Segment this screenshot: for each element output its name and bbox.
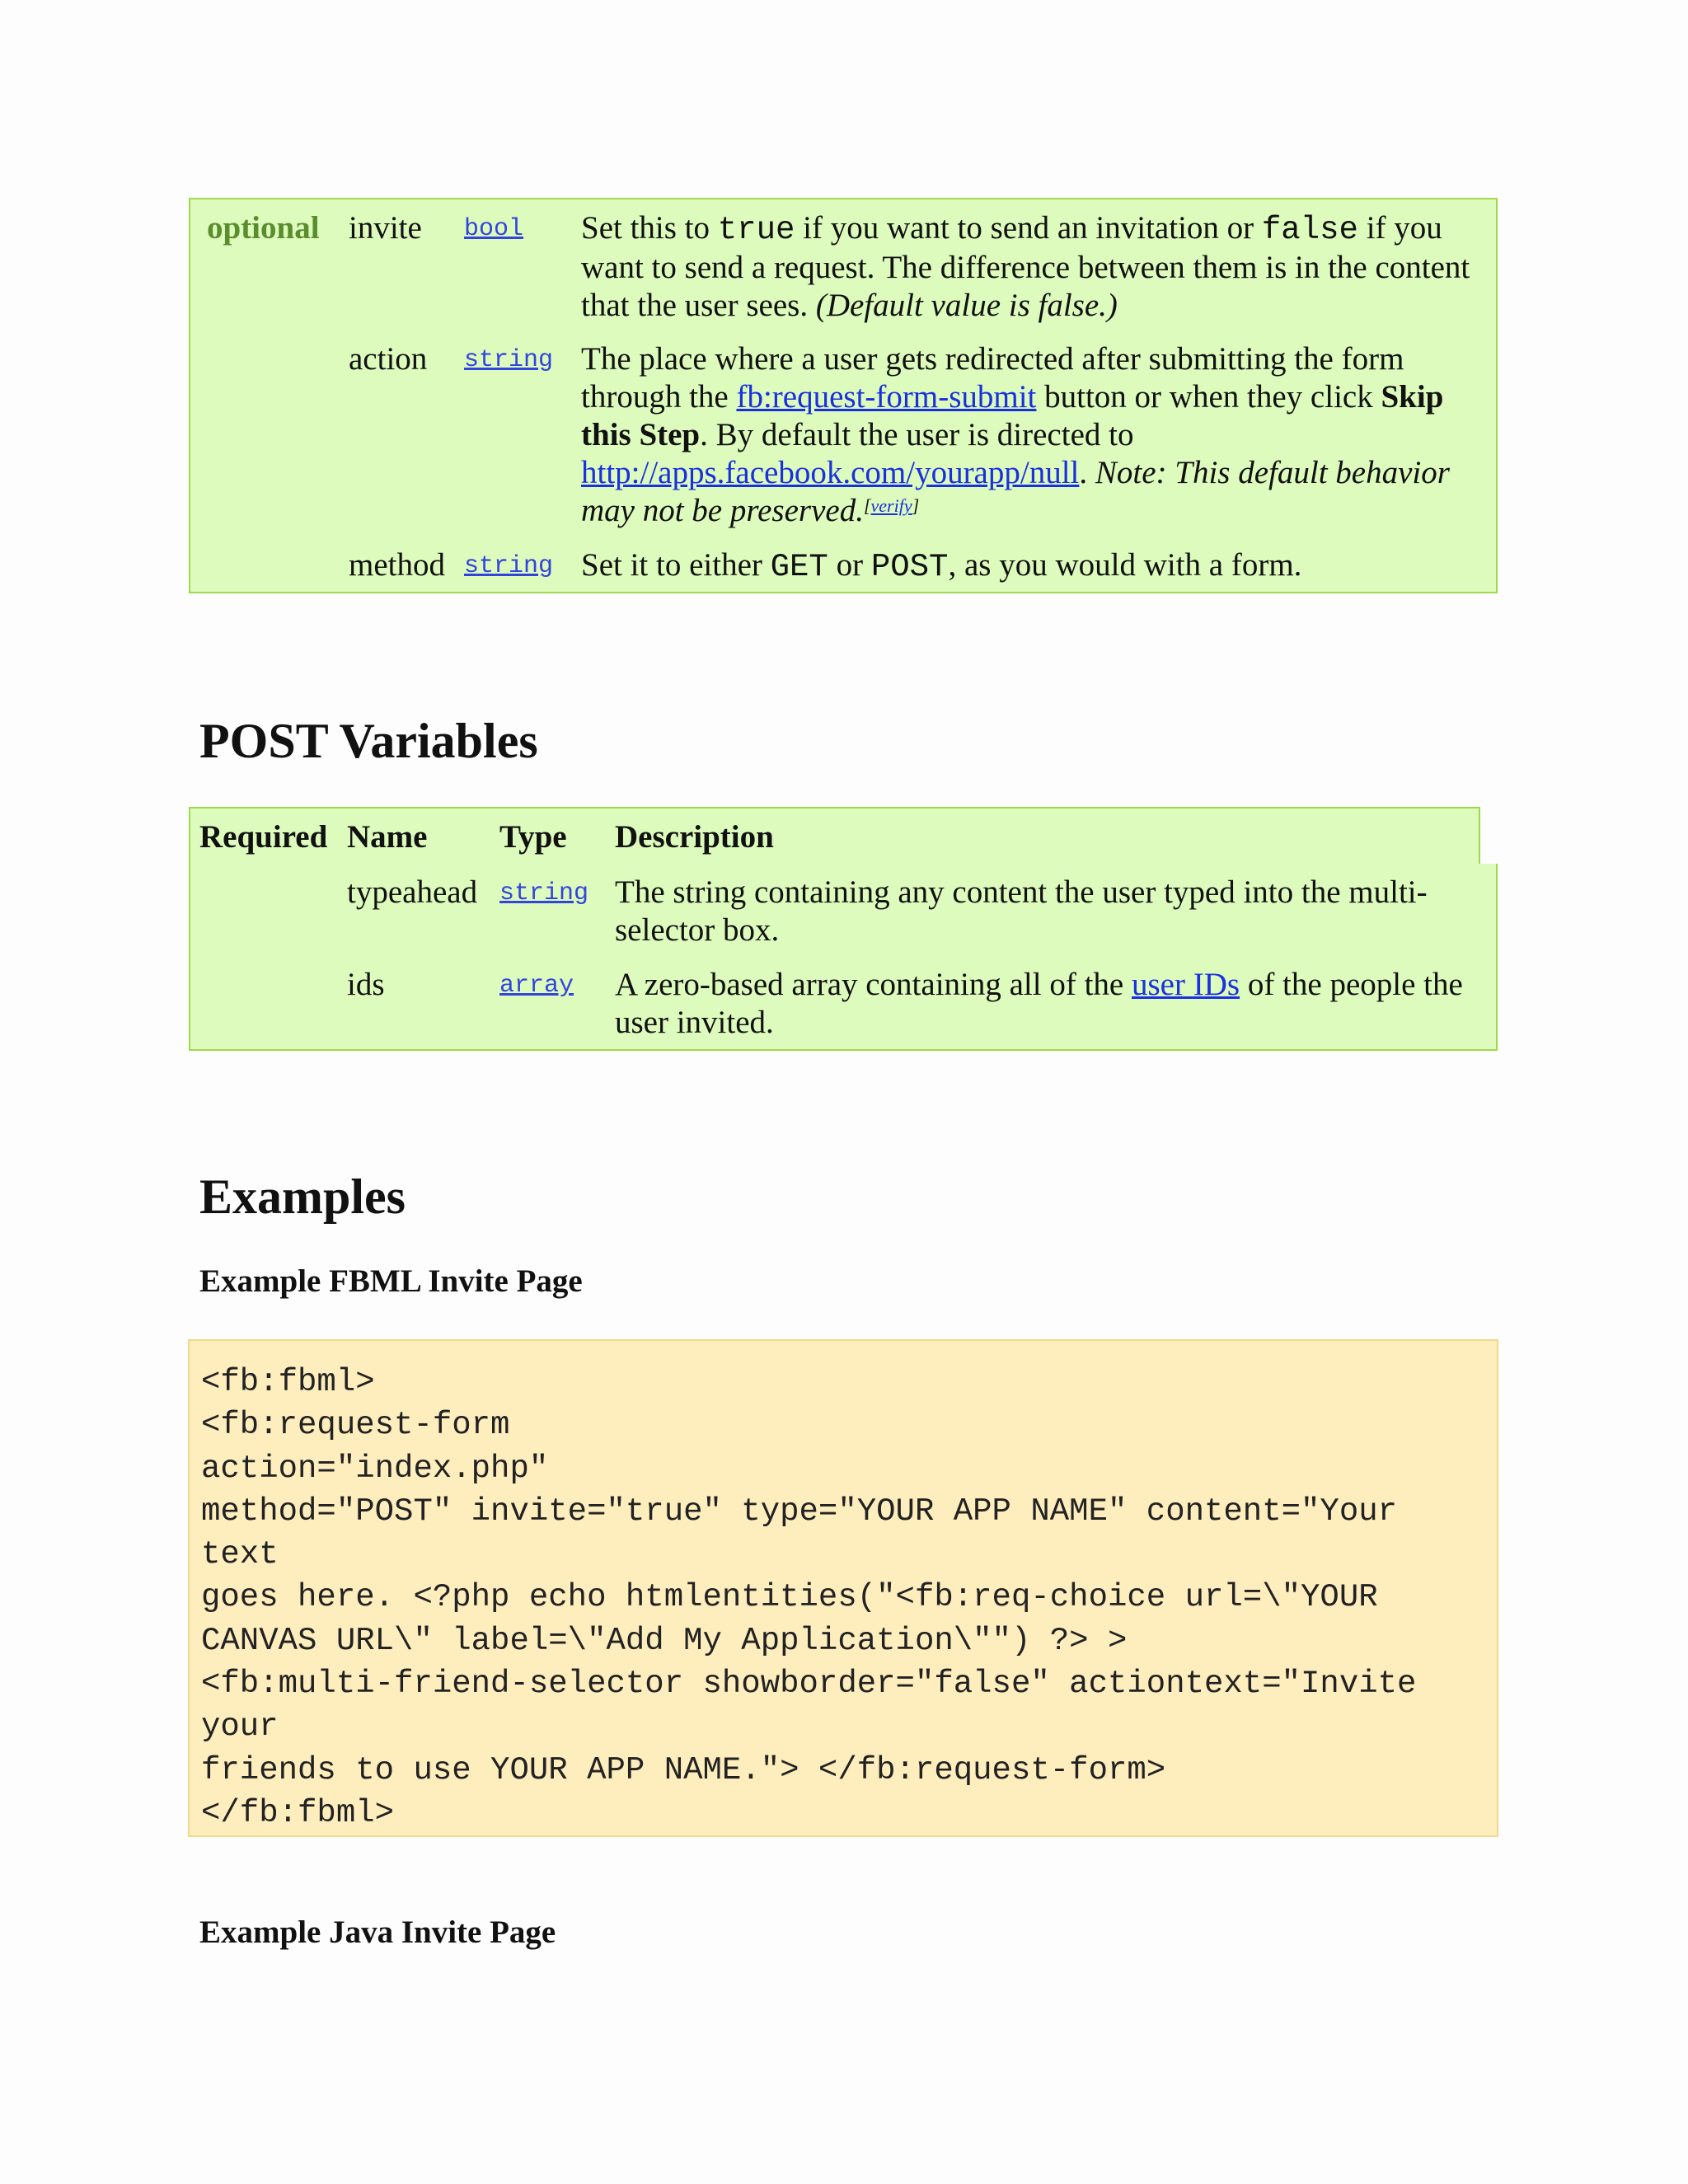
attr-name-invite: invite (349, 210, 422, 246)
examples-heading: Examples (199, 1169, 406, 1224)
code-post: POST (870, 549, 949, 585)
type-link-string[interactable]: string (464, 346, 554, 374)
col-header-required: Required (199, 819, 328, 855)
code-content: <fb:fbml> <fb:request-form action="index.php" method="POST" invite="true" type="YOUR APP NAME" content="Your text goes here. <?php echo htmlentities("<fb:req-choice url=\"YOUR CANVAS URL\" label=\"Add My Application\"") ?> > <fb:multi-friend-selector showborder="false" actiontext="Invite your friends to use YOUR APP NAME."> </fb:request-form> </fb:fbml> (201, 1364, 1417, 1831)
post-variables-table (189, 807, 1498, 1051)
post-variables-heading: POST Variables (199, 714, 538, 768)
attr-name-method: method (349, 547, 445, 583)
required-label: optional (207, 210, 320, 246)
fbml-example-title: Example FBML Invite Page (199, 1263, 583, 1299)
var-name-typeahead: typeahead (347, 874, 478, 910)
type-link-string[interactable]: string (464, 552, 554, 580)
col-header-name: Name (347, 819, 428, 855)
attr-desc-invite: Set this to true if you want to send an invitation or false if you want to send a request. The difference between them is in the content that the user sees. (Default value is false.) (581, 210, 1470, 323)
var-desc-typeahead: The string containing any content the user typed into the multi-selector box. (615, 874, 1428, 948)
optional-attributes-table (189, 198, 1498, 593)
col-header-description: Description (615, 819, 774, 855)
attr-desc-method: Set it to either GET or POST, as you would with a form. (581, 547, 1302, 585)
var-desc-ids: A zero-based array containing all of the user IDs of the people the user invited. (615, 967, 1463, 1040)
var-name-ids: ids (347, 967, 385, 1002)
java-example-title: Example Java Invite Page (199, 1915, 556, 1950)
code-get: GET (770, 549, 828, 585)
default-url-link[interactable]: http://apps.facebook.com/yourapp/null (581, 455, 1080, 490)
code-false: false (1261, 212, 1358, 248)
verify-link[interactable]: verify (870, 495, 912, 516)
type-link-string[interactable]: string (499, 879, 589, 907)
user-ids-link[interactable]: user IDs (1132, 967, 1240, 1002)
col-header-type: Type (499, 819, 567, 855)
code-true: true (717, 212, 795, 248)
type-link-bool[interactable]: bool (464, 215, 524, 243)
type-link-array[interactable]: array (499, 972, 574, 1000)
code-block (188, 1339, 1498, 1837)
request-form-submit-link[interactable]: fb:request-form-submit (736, 379, 1037, 415)
attr-name-action: action (349, 341, 428, 377)
attr-desc-action: The place where a user gets redirected after submitting the form through the fb:request-form-submit button or when they click Skip this Step. By default the user is directed to http://apps.facebook.com/yourapp/null. Note: This default behavior may not be preserved.[verify] (581, 341, 1450, 528)
